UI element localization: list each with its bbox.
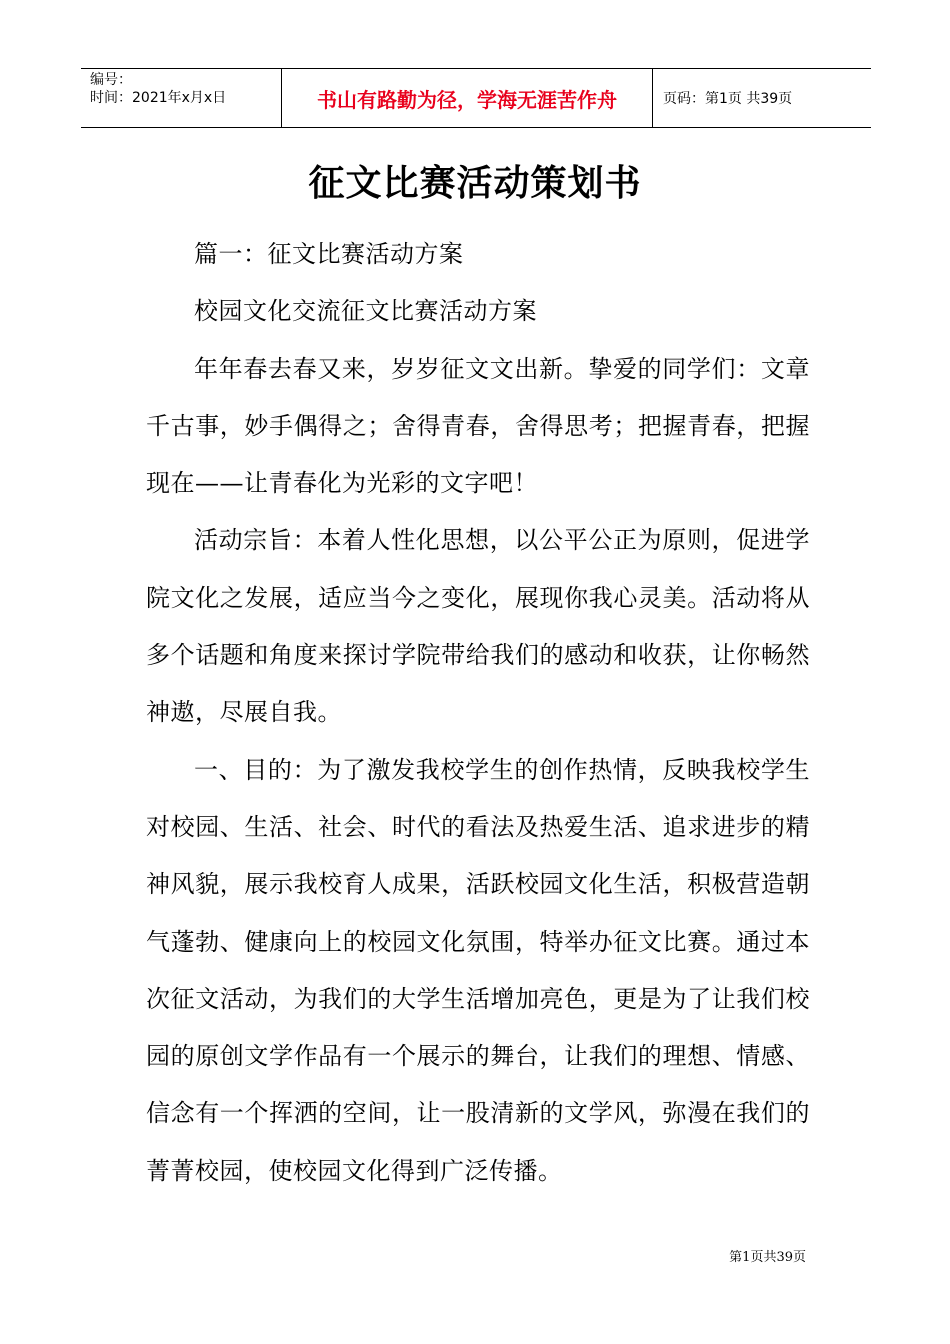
motto-text: 书山有路勤为径，学海无涯苦作舟 [317, 87, 617, 112]
header-table [81, 68, 871, 128]
header-page-cell [653, 69, 871, 127]
page-label: 页码：第1页 共39页 [663, 91, 793, 107]
paragraph: 年年春去春又来，岁岁征文文出新。挚爱的同学们：文章千古事，妙手偶得之；舍得青春，舍得思考；把握青春，把握现在——让青春化为光彩的文字吧！ [146, 354, 810, 498]
header-motto-cell [281, 69, 653, 127]
paragraph: 篇一：征文比赛活动方案 [194, 240, 464, 268]
document-body [146, 226, 810, 1200]
paragraph: 校园文化交流征文比赛活动方案 [194, 297, 537, 326]
number-label: 编号： [90, 72, 132, 88]
header-meta-cell [81, 69, 281, 127]
time-label: 时间：2021年x月x日 [90, 90, 227, 106]
paragraph: 活动宗旨：本着人性化思想，以公平公正为原则，促进学院文化之发展，适应当今之变化，展现你我心灵美。活动将从多个话题和角度来探讨学院带给我们的感动和收获，让你畅然神遨，尽展自我。 [146, 526, 810, 727]
page-footer: 第1页共39页 [729, 1250, 806, 1265]
document-title: 征文比赛活动策划书 [308, 162, 642, 204]
paragraph: 一、目的：为了激发我校学生的创作热情，反映我校学生对校园、生活、社会、时代的看法及热爱生活、追求进步的精神风貌，展示我校育人成果，活跃校园文化生活，积极营造朝气蓬勃、健康向上的校园文化氛围，特举办征文比赛。通过本次征文活动，为我们的大学生活增加亮色，更是为了让我们校园的原创文学作品有一个展示的舞台，让我们的理想、情感、信念有一个挥洒的空间，让一股清新的文学风，弥漫在我们的菁菁校园，使校园文化得到广泛传播。 [146, 755, 810, 1185]
